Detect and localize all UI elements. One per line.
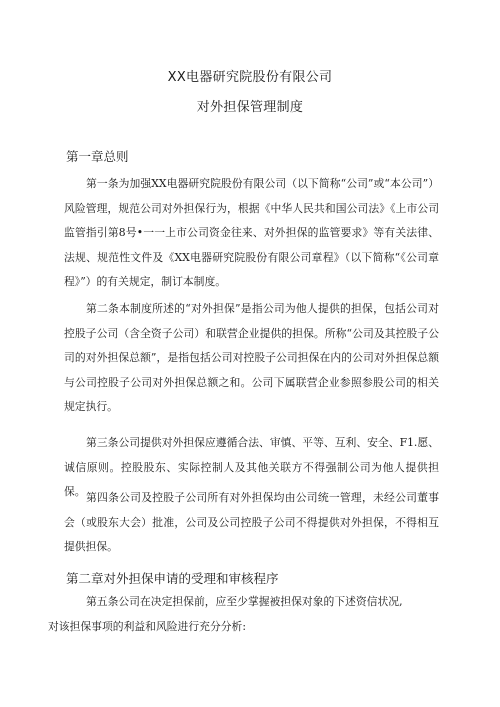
- document-title: XX电器研究院股份有限公司: [167, 70, 333, 85]
- article-4: 第四条公司及控股子公司所有对外担保均由公司统一管理，未经公司董事会（或股东大会）批准，公司及公司控股子公司不得提供对外担保，不得相互提供担保。: [64, 491, 439, 553]
- article-2: 第二条本制度所述的“对外担保”是指公司为他人提供的担保，包括公司对控股子公司（含全资子公司）和联营企业提供的担保。所称“公司及其控股子公司的对外担保总额”，是指包括公司对控股子公司担保在内的公司对外担保总额与公司控股子公司对外担保总额之和。公司下属联营企业参照参股公司的相关规定执行。: [64, 302, 439, 413]
- article-5: 第五条公司在决定担保前，应至少掌握被担保对象的下述资信状况,: [86, 595, 403, 608]
- chapter-2-heading: 第二章对外担保申请的受理和审核程序: [66, 571, 279, 586]
- article-3: 第三条公司提供对外担保应遵循合法、审慎、平等、互利、安全、F1.愿、诚信原则。控股股东、实际控制人及其他关联方不得强制公司为他人提供担保。: [64, 436, 439, 498]
- chapter-1-heading: 第一章总则: [66, 149, 129, 164]
- document-subtitle: 对外担保管理制度: [196, 100, 304, 115]
- article-1: 第一条为加强XX电器研究院股份有限公司（以下简称“公司”或“本公司”）风险管理，规范公司对外担保行为，根据《中华人民共和国公司法》《上市公司监管指引第8号•一一上市公司资金往来、对外担保的监管要求》等有关法律、法规、规范性文件及《XX电器研究院股份有限公司章程》（以下简称“《公司章程》”）的有关规定，制订本制度。: [64, 177, 439, 288]
- article-5-continuation: 对该担保事项的利益和风险进行充分分析:: [48, 620, 246, 633]
